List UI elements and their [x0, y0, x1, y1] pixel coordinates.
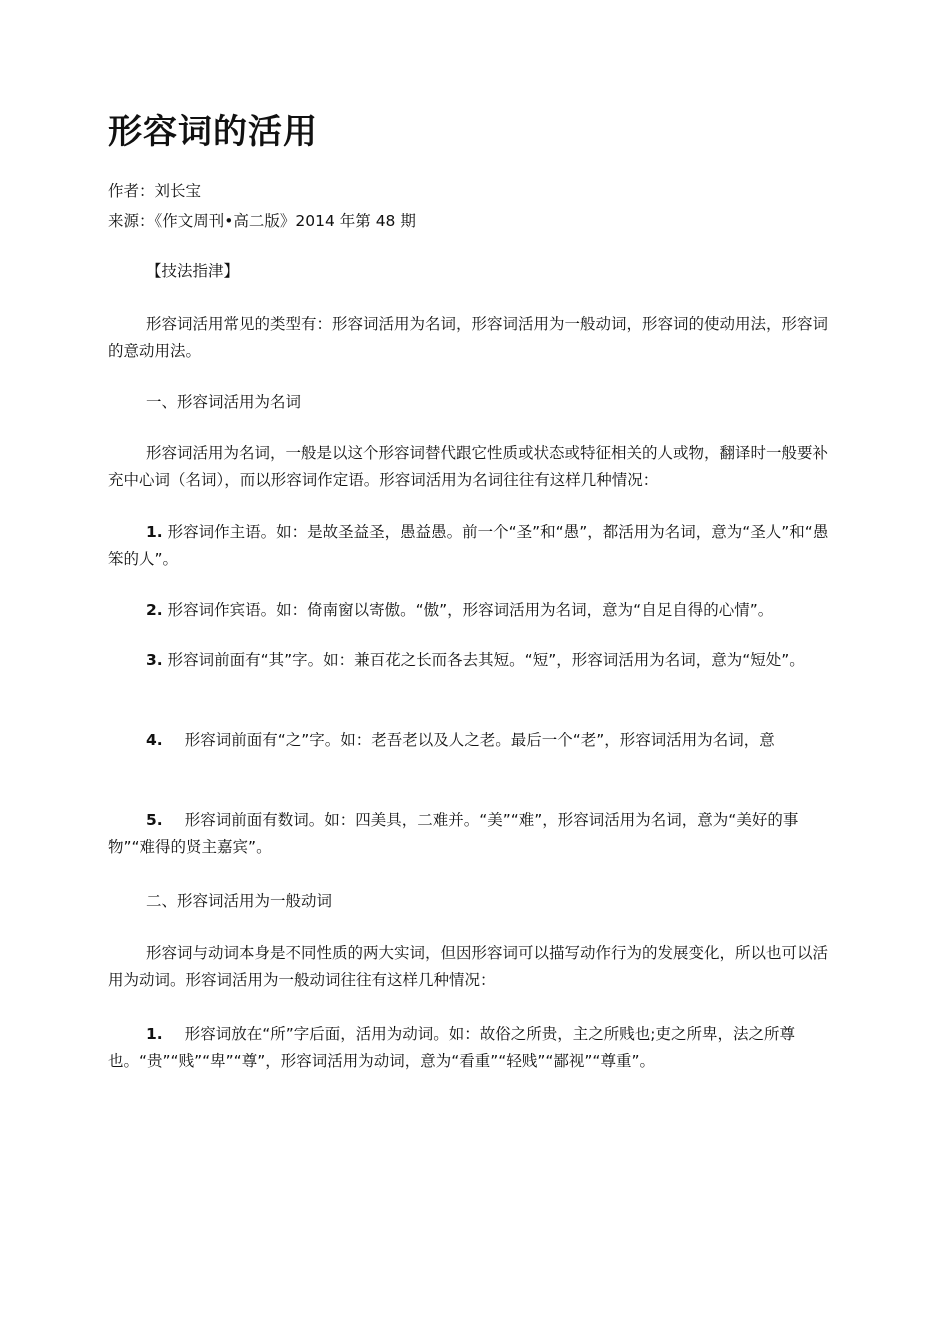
section-heading-2: 二、形容词活用为一般动词: [146, 892, 333, 910]
list-item-number: 1.: [146, 523, 163, 541]
list-item: [108, 647, 830, 674]
list-item-number: 1.: [146, 1025, 163, 1043]
list-item: [108, 519, 830, 573]
list-item: [108, 597, 830, 624]
list-item-text: 形容词前面有“其”字。如：兼百花之长而各去其短。“短”，形容词活用为名词，意为“短处”。: [167, 651, 805, 669]
section-1-paragraph: 形容词活用为名词，一般是以这个形容词替代跟它性质或状态或特征相关的人或物，翻译时一般要补充中心词（名词），而以形容词作定语。形容词活用为名词往往有这样几种情况：: [108, 444, 829, 489]
article-title: 形容词的活用: [108, 112, 318, 152]
author-line: 作者：刘长宝: [108, 182, 202, 200]
list-item-text: 形容词前面有数词。如：四美具，二难并。“美”“难”，形容词活用为名词，意为“美好的事物”“难得的贤主嘉宾”。: [108, 811, 799, 856]
intro-paragraph: 形容词活用常见的类型有：形容词活用为名词，形容词活用为一般动词，形容词的使动用法，形容词的意动用法。: [108, 315, 829, 360]
list-item-number: 3.: [146, 651, 163, 669]
list-item-text: 形容词放在“所”字后面，活用为动词。如：故俗之所贵，主之所贱也;吏之所卑，法之所尊也。“贵”“贱”“卑”“尊”，形容词活用为动词，意为“看重”“轻贱”“鄙视”“尊重”。: [108, 1025, 795, 1070]
source-line: 来源：《作文周刊•高二版》2014 年第 48 期: [108, 212, 416, 230]
list-item: [108, 1021, 830, 1075]
list-item: [108, 807, 830, 861]
section-heading-1: 一、形容词活用为名词: [146, 393, 302, 411]
list-item-text: 形容词作主语。如：是故圣益圣，愚益愚。前一个“圣”和“愚”，都活用为名词，意为“圣人”和“愚笨的人”。: [108, 523, 829, 568]
section-2-paragraph: 形容词与动词本身是不同性质的两大实词，但因形容词可以描写动作行为的发展变化，所以也可以活用为动词。形容词活用为一般动词往往有这样几种情况：: [108, 944, 829, 989]
guide-heading: 【技法指津】: [146, 262, 240, 280]
list-item-text: 形容词前面有“之”字。如：老吾老以及人之老。最后一个“老”，形容词活用为名词，意: [184, 731, 775, 749]
list-item: [108, 727, 830, 754]
list-item-text: 形容词作宾语。如：倚南窗以寄傲。“傲”，形容词活用为名词，意为“自足自得的心情”。: [167, 601, 774, 619]
list-item-number: 5.: [146, 811, 163, 829]
list-item-number: 2.: [146, 601, 163, 619]
list-item-number: 4.: [146, 731, 163, 749]
